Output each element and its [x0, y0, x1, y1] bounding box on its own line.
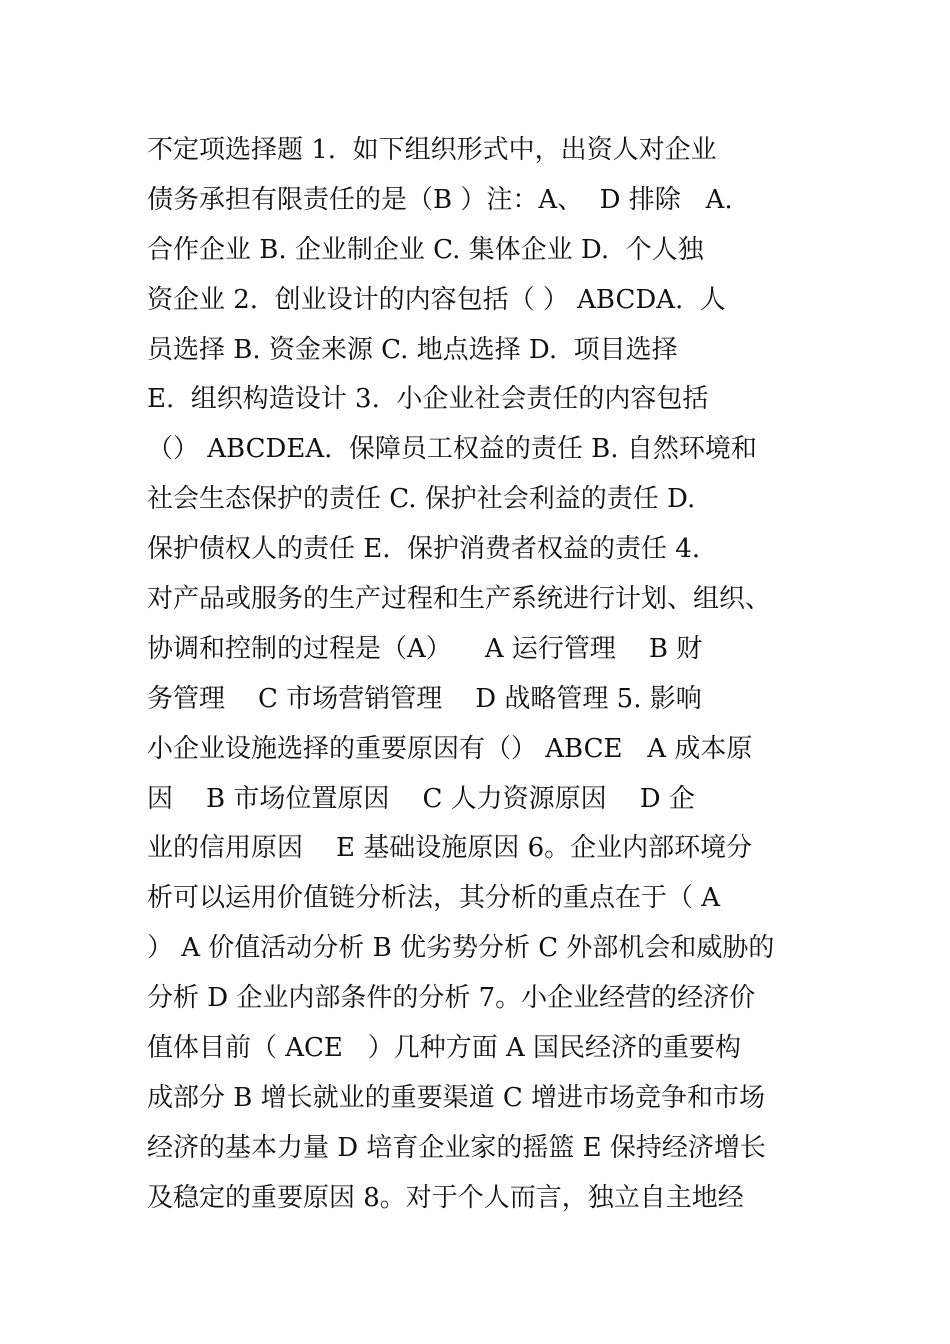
text-line: 社会生态保护的责任 C. 保护社会利益的责任 D.	[147, 484, 696, 515]
text-line: 合作企业 B. 企业制企业 C. 集体企业 D. 个人独	[147, 234, 704, 265]
text-line: 资企业 2. 创业设计的内容包括（ ） ABCDA. 人	[147, 284, 726, 315]
text-line: ） A 价值活动分析 B 优劣势分析 C 外部机会和威胁的	[147, 933, 775, 964]
document-body	[147, 126, 817, 1224]
text-line: 析可以运用价值链分析法，其分析的重点在于（ A	[147, 883, 721, 914]
text-line: 成部分 B 增长就业的重要渠道 C 增进市场竞争和市场	[147, 1082, 766, 1113]
text-line: 业的信用原因 E 基础设施原因 6。企业内部环境分	[147, 833, 753, 864]
text-line: （） ABCDEA. 保障员工权益的责任 B. 自然环境和	[147, 434, 757, 465]
text-line: 经济的基本力量 D 培育企业家的摇篮 E 保持经济增长	[147, 1132, 766, 1163]
text-line: 因 B 市场位置原因 C 人力资源原因 D 企	[147, 783, 695, 814]
text-line: 协调和控制的过程是（A） A 运行管理 B 财	[147, 633, 703, 664]
text-line: 员选择 B. 资金来源 C. 地点选择 D. 项目选择	[147, 334, 678, 365]
text-line: 债务承担有限责任的是（B ）注：A、 D 排除 A.	[147, 184, 733, 215]
text-line: 保护债权人的责任 E. 保护消费者权益的责任 4.	[147, 534, 701, 565]
text-line: 小企业设施选择的重要原因有（） ABCE A 成本原	[147, 733, 753, 764]
text-line: E. 组织构造设计 3. 小企业社会责任的内容包括	[147, 384, 709, 415]
text-line: 值体目前（ ACE ）几种方面 A 国民经济的重要构	[147, 1033, 742, 1064]
text-line: 分析 D 企业内部条件的分析 7。小企业经营的经济价	[147, 983, 756, 1014]
text-line: 务管理 C 市场营销管理 D 战略管理 5. 影响	[147, 683, 702, 714]
text-line: 对产品或服务的生产过程和生产系统进行计划、组织、	[147, 584, 772, 615]
text-line: 及稳定的重要原因 8。对于个人而言，独立自主地经	[147, 1182, 744, 1213]
text-line: 不定项选择题 1. 如下组织形式中，出资人对企业	[147, 135, 717, 165]
